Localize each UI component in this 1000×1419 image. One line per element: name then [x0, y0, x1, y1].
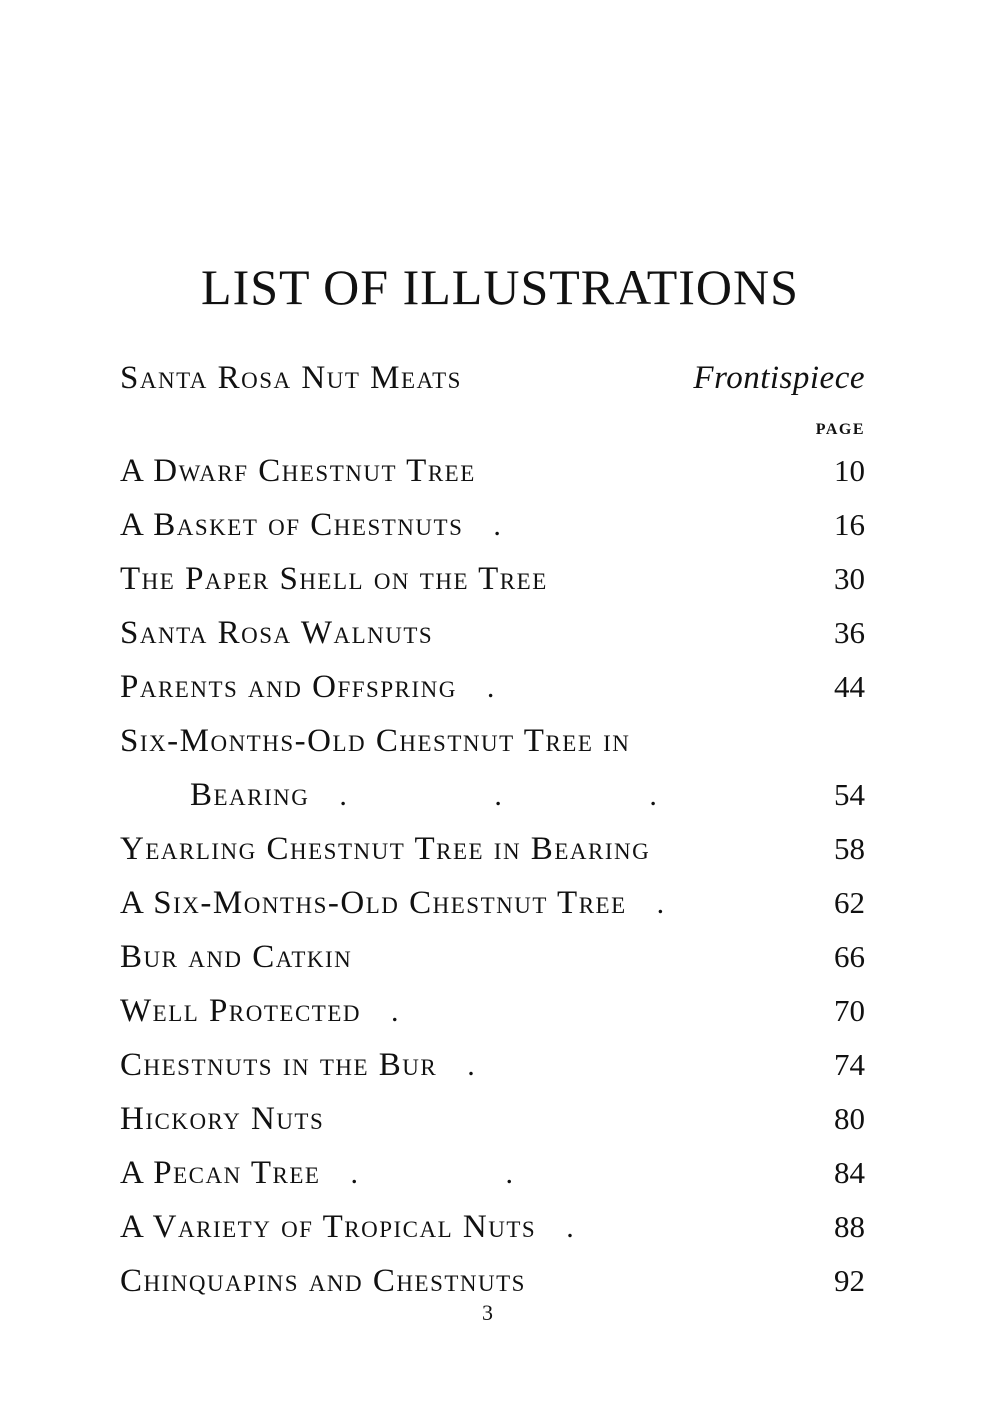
leader-dots: . — [486, 670, 565, 704]
illustration-title: A Dwarf Chestnut Tree — [120, 452, 476, 489]
list-item — [120, 660, 865, 714]
illustration-title: A Basket of Chestnuts — [120, 506, 464, 543]
list-item-left — [120, 831, 680, 868]
list-item — [120, 1200, 865, 1254]
illustration-title: Santa Rosa Walnuts — [120, 614, 434, 651]
list-item-left — [120, 723, 660, 760]
frontispiece-title: Santa Rosa Nut Meats — [120, 360, 462, 396]
list-item-left — [120, 993, 469, 1030]
page-ref: 74 — [834, 1047, 865, 1082]
illustration-title: The Paper Shell on the Tree — [120, 560, 548, 597]
frontispiece-label: Frontispiece — [693, 360, 865, 396]
illustration-title: Chestnuts in the Bur — [120, 1046, 438, 1083]
page-ref: 80 — [834, 1101, 865, 1136]
illustration-title: A Six-Months-Old Chestnut Tree — [120, 884, 627, 921]
illustration-title: Yearling Chestnut Tree in Bearing — [120, 830, 651, 867]
leader-dots: . — [467, 1048, 545, 1082]
list-item-left — [120, 939, 382, 976]
illustration-list — [120, 444, 865, 1308]
list-item-left — [120, 561, 578, 598]
list-item — [120, 930, 865, 984]
list-item-left — [120, 669, 564, 706]
page-ref: 58 — [834, 831, 865, 866]
list-item — [120, 714, 865, 768]
list-item — [120, 984, 865, 1038]
leader-dots: . — [656, 886, 735, 920]
illustration-title: Hickory Nuts — [120, 1100, 325, 1137]
list-item-left — [120, 1263, 556, 1300]
list-item-left — [120, 615, 463, 652]
page-ref: 36 — [834, 615, 865, 650]
page-ref: 70 — [834, 993, 865, 1028]
list-item-left — [120, 885, 734, 922]
illustration-title: Well Protected — [120, 992, 361, 1029]
illustration-title: A Pecan Tree — [120, 1154, 321, 1191]
page-ref: 16 — [834, 507, 865, 542]
illustration-title: Bearing — [190, 776, 310, 813]
page-ref: 92 — [834, 1263, 865, 1298]
page-ref: 66 — [834, 939, 865, 974]
leader-dots: . . . — [339, 778, 727, 812]
list-item-left — [190, 777, 727, 814]
list-item-left — [120, 1101, 354, 1138]
page-ref: 62 — [834, 885, 865, 920]
page-title: LIST OF ILLUSTRATIONS — [201, 259, 799, 315]
illustration-title: Parents and Offspring — [120, 668, 457, 705]
list-item-left — [120, 1047, 545, 1084]
page-ref: 10 — [834, 453, 865, 488]
list-item — [120, 552, 865, 606]
list-item — [120, 822, 865, 876]
illustration-title: Chinquapins and Chestnuts — [120, 1262, 526, 1299]
illustration-title: Bur and Catkin — [120, 938, 353, 975]
list-item — [120, 1038, 865, 1092]
page-ref: 84 — [834, 1155, 865, 1190]
page-ref: 44 — [834, 669, 865, 704]
page-number: 3 — [482, 1300, 493, 1325]
page-column-heading: PAGE — [815, 421, 865, 438]
leader-dots: . . — [350, 1156, 583, 1190]
list-item — [120, 606, 865, 660]
leader-dots: . — [493, 508, 571, 542]
page-ref: 54 — [834, 777, 865, 812]
list-item-left — [120, 1155, 583, 1192]
leader-dots: . — [566, 1210, 644, 1244]
leader-dots: . — [391, 994, 469, 1028]
list-item-left — [120, 1209, 644, 1246]
list-item — [120, 1146, 865, 1200]
list-item-left — [120, 507, 571, 544]
illustration-title: Six-Months-Old Chestnut Tree in — [120, 722, 631, 759]
list-item-left — [120, 453, 506, 490]
page-ref: 30 — [834, 561, 865, 596]
list-item — [120, 1092, 865, 1146]
list-item — [120, 498, 865, 552]
frontispiece-row — [120, 360, 865, 400]
list-item — [120, 876, 865, 930]
list-item — [120, 444, 865, 498]
illustration-title: A Variety of Tropical Nuts — [120, 1208, 537, 1245]
list-item — [120, 768, 865, 822]
page-ref: 88 — [834, 1209, 865, 1244]
